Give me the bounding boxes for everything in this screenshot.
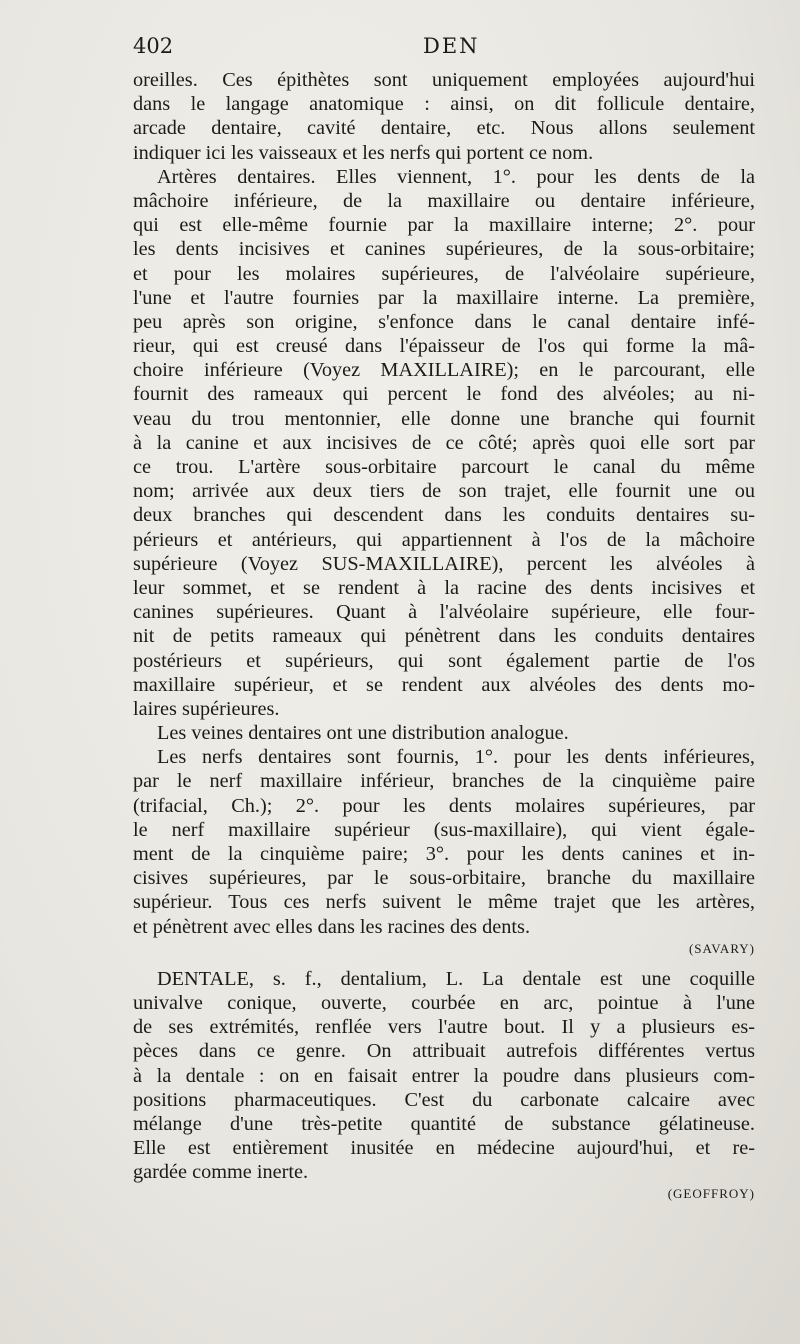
text-line: ment de la cinquième paire; 3°. pour les dents canines et in- — [133, 843, 755, 865]
text-line: canines supérieures. Quant à l'alvéolaire supérieure, elle four- — [133, 601, 755, 624]
text-line: peu après son origine, s'enfonce dans le canal dentaire infé- — [133, 310, 755, 333]
author-signature: (GEOFFROY) — [667, 1186, 755, 1202]
text-line: choire inférieure (Voyez MAXILLAIRE); en le parcourant, elle — [133, 359, 755, 382]
author-signature: (SAVARY) — [688, 940, 755, 956]
text-line: maxillaire supérieur, et se rendent aux alvéoles des dents mo- — [133, 673, 755, 696]
text-line: Artères dentaires. Elles viennent, 1°. pour les dents de la — [157, 165, 755, 188]
text-line: Les veines dentaires ont une distribution analogue. — [157, 722, 569, 745]
text-line: rieur, qui est creusé dans l'épaisseur de l'os qui forme la mâ- — [133, 335, 755, 358]
text-line: par le nerf maxillaire inférieur, branches de la cinquième paire — [133, 770, 755, 793]
text-line: périeurs et antérieurs, qui appartiennent à l'os de la mâchoire — [133, 528, 755, 551]
text-line: mélange d'une très-petite quantité de substance gélatineuse. — [133, 1112, 755, 1135]
page-header — [133, 34, 753, 68]
text-line: mâchoire inférieure, de la maxillaire ou dentaire inférieure, — [133, 189, 755, 212]
text-line: à la dentale : on en faisait entrer la poudre dans plusieurs com- — [133, 1064, 755, 1087]
text-line: indiquer ici les vaisseaux et les nerfs qui portent ce nom. — [133, 141, 594, 164]
text-line: (trifacial, Ch.); 2°. pour les dents molaires supérieures, par — [133, 794, 755, 817]
text-line: univalve conique, ouverte, courbée en arc, pointue à l'une — [133, 991, 755, 1014]
text-line: à la canine et aux incisives de ce côté; après quoi elle sort par — [133, 431, 755, 454]
text-line: ce trou. L'artère sous-orbitaire parcourt le canal du même — [133, 456, 755, 478]
text-line: veau du trou mentonnier, elle donne une branche qui fournit — [133, 407, 755, 430]
text-line: leur sommet, et se rendent à la racine des dents incisives et — [133, 576, 755, 599]
text-line: nit de petits rameaux qui pénètrent dans les conduits dentaires — [133, 625, 755, 648]
text-line: oreilles. Ces épithètes sont uniquement employées aujourd'hui — [133, 69, 755, 91]
text-line: qui est elle-même fournie par la maxillaire interne; 2°. pour — [133, 214, 755, 237]
text-line: de ses extrémités, renflée vers l'autre bout. Il y a plusieurs es- — [133, 1016, 755, 1039]
body-text — [133, 68, 755, 1206]
text-line: positions pharmaceutiques. C'est du carbonate calcaire avec — [133, 1088, 755, 1111]
text-line: pèces dans ce genre. On attribuait autrefois différentes vertus — [133, 1040, 755, 1063]
text-line: postérieurs et supérieurs, qui sont également partie de l'os — [133, 649, 755, 672]
text-line: et pénètrent avec elles dans les racines des dents. — [133, 915, 531, 938]
text-line: les dents incisives et canines supérieures, de la sous-orbitaire; — [133, 238, 755, 261]
text-line: et pour les molaires supérieures, de l'alvéolaire supérieure, — [133, 262, 755, 285]
text-line: laires supérieures. — [133, 697, 280, 720]
text-line: DENTALE, s. f., dentalium, L. La dentale est une coquille — [157, 967, 755, 990]
text-line: cisives supérieures, par le sous-orbitaire, branche du maxillaire — [133, 867, 755, 890]
page-number: 402 — [133, 34, 174, 58]
text-line: gardée comme inerte. — [133, 1161, 309, 1184]
running-head: DEN — [423, 34, 480, 58]
text-line: supérieur. Tous ces nerfs suivent le même trajet que les artères, — [133, 891, 755, 914]
text-line: fournit des rameaux qui percent le fond des alvéoles; au ni- — [133, 383, 755, 406]
text-line: arcade dentaire, cavité dentaire, etc. Nous allons seulement — [133, 117, 755, 140]
text-line: dans le langage anatomique : ainsi, on dit follicule dentaire, — [133, 93, 755, 116]
text-line: supérieure (Voyez SUS-MAXILLAIRE), percent les alvéoles à — [133, 552, 755, 575]
text-line: l'une et l'autre fournies par la maxillaire interne. La première, — [133, 286, 755, 309]
text-line: Elle est entièrement inusitée en médecine aujourd'hui, et re- — [133, 1137, 755, 1160]
text-line: Les nerfs dentaires sont fournis, 1°. pour les dents inférieures, — [157, 746, 755, 769]
text-line: nom; arrivée aux deux tiers de son trajet, elle fournit une ou — [133, 480, 755, 503]
text-line: deux branches qui descendent dans les conduits dentaires su- — [133, 504, 755, 527]
text-line: le nerf maxillaire supérieur (sus-maxillaire), qui vient égale- — [133, 818, 755, 841]
